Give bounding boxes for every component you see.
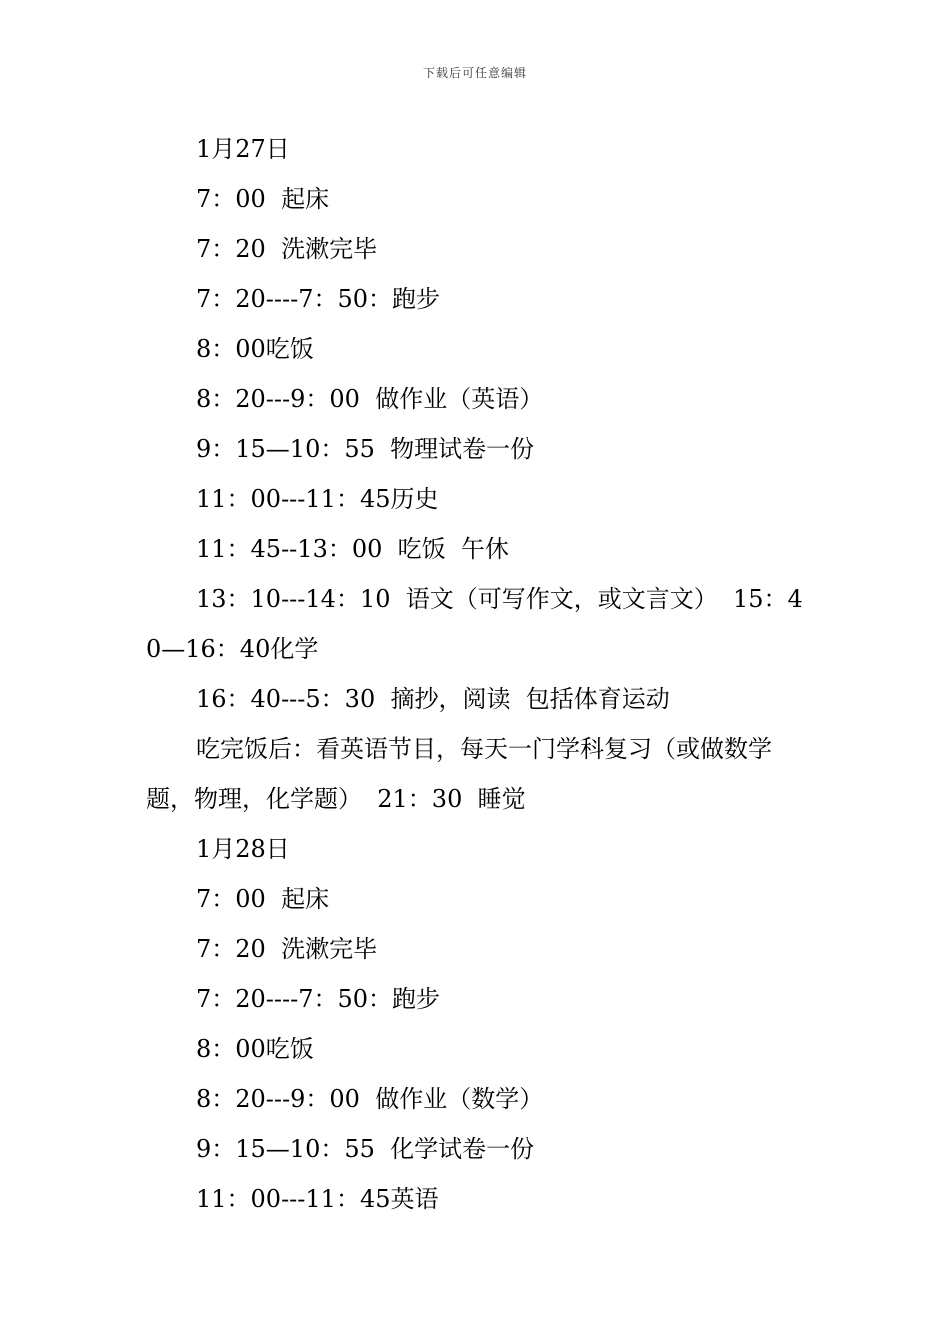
schedule-line: 7：20----7：50：跑步: [196, 285, 441, 313]
schedule-line: 7：20 洗漱完毕: [196, 235, 378, 263]
schedule-line: 9：15—10：55 物理试卷一份: [196, 435, 535, 463]
schedule-line: 11：00---11：45历史: [196, 485, 439, 513]
schedule-line: 8：20---9：00 做作业（英语）: [196, 385, 544, 413]
schedule-line: 吃完饭后：看英语节目，每天一门学科复习（或做数学题，物理，化学题） 21：30 睡觉: [146, 735, 772, 813]
schedule-line: 7：20 洗漱完毕: [196, 935, 378, 963]
schedule-line: 8：20---9：00 做作业（数学）: [196, 1085, 544, 1113]
schedule-line: 9：15—10：55 化学试卷一份: [196, 1135, 535, 1163]
page-header: 下载后可任意编辑: [422, 66, 527, 80]
schedule-line: 7：20----7：50：跑步: [196, 985, 441, 1013]
schedule-line: 8：00吃饭: [196, 335, 314, 363]
schedule-line: 16：40---5：30 摘抄，阅读 包括体育运动: [196, 685, 670, 713]
schedule-line: 13：10---14：10 语文（可写作文，或文言文） 15：40—16：40化学: [146, 585, 803, 663]
schedule-line: 11：45--13：00 吃饭 午休: [196, 535, 509, 563]
date-heading: 1月27日: [196, 135, 290, 163]
schedule-line: 8：00吃饭: [196, 1035, 314, 1063]
schedule-line: 11：00---11：45英语: [196, 1185, 439, 1213]
schedule-line: 7：00 起床: [196, 885, 330, 913]
date-heading: 1月28日: [196, 835, 290, 863]
document-body: [146, 124, 810, 1224]
schedule-line: 7：00 起床: [196, 185, 330, 213]
